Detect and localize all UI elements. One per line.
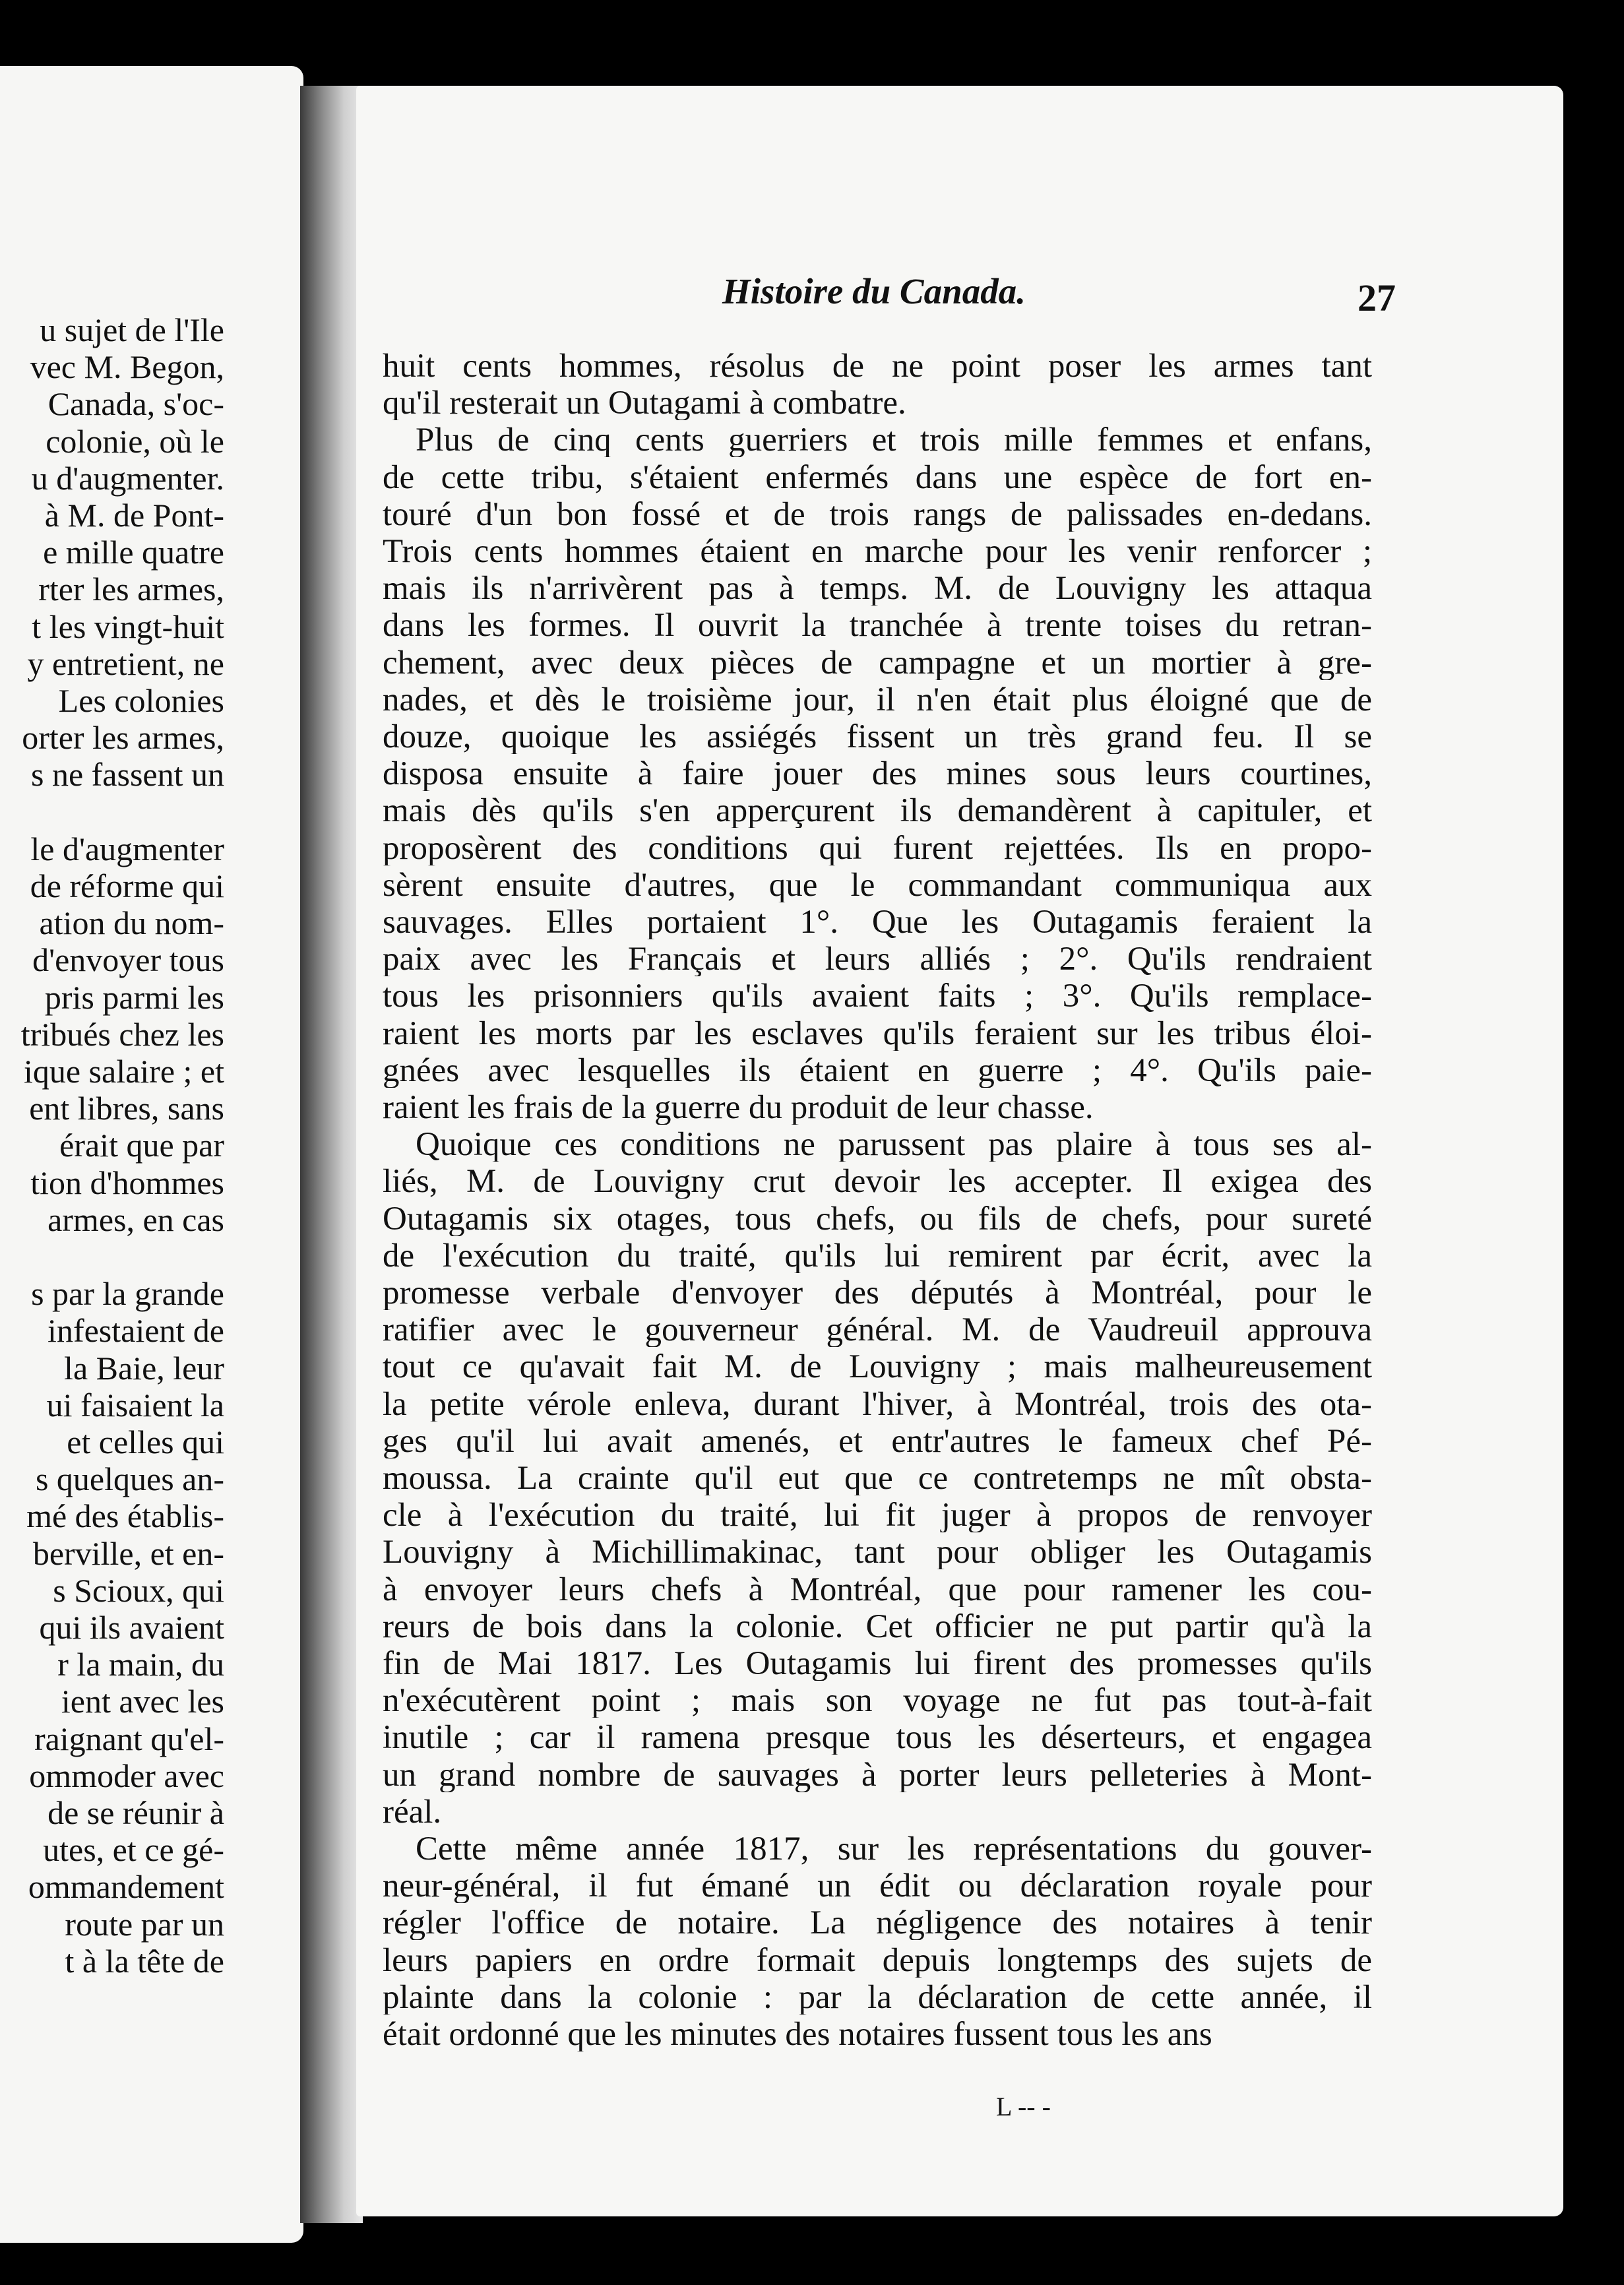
text-line: ratifier avec le gouverneur général. M. de Vaudreuil approuva (383, 1313, 1372, 1348)
previous-page-line: ique salaire ; et (23, 1053, 224, 1090)
text-line: Plus de cinq cents guerriers et trois mille femmes et enfans, (416, 423, 1372, 458)
text-line: chement, avec deux pièces de campagne et un mortier à gre- (383, 646, 1372, 680)
previous-page-line: de réforme qui (30, 867, 224, 904)
previous-page-line: à M. de Pont- (44, 497, 224, 534)
previous-page-line: ation du nom- (39, 904, 224, 942)
text-line: fin de Mai 1817. Les Outagamis lui firent des promesses qu'ils (383, 1647, 1372, 1681)
previous-page-line: Canada, s'oc- (47, 385, 224, 423)
previous-page-line: Les colonies (58, 682, 224, 719)
previous-page-line: raignant qu'el- (34, 1720, 224, 1757)
previous-page-line: t à la tête de (65, 1942, 224, 1980)
page-number: 27 (1358, 276, 1396, 319)
previous-page-line: utes, et ce gé- (43, 1831, 224, 1869)
text-line: de l'exécution du traité, qu'ils lui remirent par écrit, avec la (383, 1239, 1372, 1273)
previous-page-line: infestaient de (47, 1312, 224, 1350)
previous-page-line: et celles qui (67, 1424, 224, 1460)
text-line: de cette tribu, s'étaient enfermés dans une espèce de fort en- (383, 460, 1372, 495)
text-line: reurs de bois dans la colonie. Cet officier ne put partir qu'à la (383, 1610, 1372, 1644)
previous-page-line: r la main, du (57, 1646, 224, 1683)
text-line: liés, M. de Louvigny crut devoir les accepter. Il exigea des (383, 1165, 1372, 1199)
footer-mark: L -- - (996, 2092, 1051, 2121)
previous-page-line: pris parmi les (44, 978, 224, 1016)
text-line: un grand nombre de sauvages à porter leurs pelleteries à Mont- (383, 1758, 1372, 1792)
previous-page-line: u d'augmenter. (31, 459, 224, 497)
text-line: mais ils n'arrivèrent pas à temps. M. de Louvigny les attaqua (383, 572, 1372, 606)
text-line: raient les frais de la guerre du produit de leur chasse. (383, 1091, 1094, 1125)
text-line: à envoyer leurs chefs à Montréal, que pour ramener les cou- (383, 1573, 1372, 1607)
text-line: raient les morts par les esclaves qu'ils feraient sur les tribus éloi- (383, 1017, 1372, 1051)
running-head: Histoire du Canada. (722, 271, 1026, 311)
text-line: Outagamis six otages, tous chefs, ou fils de chefs, pour sureté (383, 1202, 1372, 1236)
previous-page-line: e mille quatre (43, 534, 224, 571)
text-line: ges qu'il lui avait amenés, et entr'autres le fameux chef Pé- (383, 1424, 1372, 1458)
text-line: gnées avec lesquelles ils étaient en guerre ; 4°. Qu'ils paie- (383, 1053, 1372, 1088)
text-line: proposèrent des conditions qui furent rejettées. Ils en propo- (383, 831, 1372, 865)
text-line: neur-général, il fut émané un édit ou déclaration royale pour (383, 1869, 1372, 1904)
text-line: la petite vérole enleva, durant l'hiver, à Montréal, trois des ota- (383, 1387, 1372, 1422)
previous-page-line: y entretient, ne (27, 644, 224, 682)
text-line: nades, et dès le troisième jour, il n'en était plus éloigné que de (383, 683, 1372, 717)
previous-page-line: érait que par (59, 1127, 224, 1164)
text-line: touré d'un bon fossé et de trois rangs de palissades en-dedans. (383, 497, 1372, 532)
text-line: paix avec les Français et leurs alliés ; 2°. Qu'ils rendraient (383, 943, 1372, 977)
previous-page-line: mé des établis- (26, 1497, 224, 1535)
text-line: moussa. La crainte qu'il eut que ce contretemps ne mît obsta- (383, 1462, 1372, 1495)
book-gutter-shadow (300, 86, 363, 2223)
previous-page-line: t les vingt-huit (32, 608, 224, 645)
previous-page-line: de se réunir à (47, 1794, 224, 1831)
text-line: disposa ensuite à faire jouer des mines sous leurs courtines, (383, 757, 1372, 792)
text-line: douze, quoique les assiégés fissent un très grand feu. Il se (383, 720, 1372, 754)
previous-page-line: d'envoyer tous (32, 941, 224, 979)
previous-page-line: colonie, où le (46, 422, 224, 460)
text-line: Cette même année 1817, sur les représentations du gouver- (416, 1832, 1372, 1866)
text-line: tout ce qu'avait fait M. de Louvigny ; mais malheureusement (383, 1350, 1372, 1385)
text-line: sauvages. Elles portaient 1°. Que les Outagamis feraient la (383, 906, 1372, 939)
previous-page (0, 66, 303, 2243)
text-line: qu'il resterait un Outagami à combatre. (383, 387, 906, 421)
text-line: réal. (383, 1795, 442, 1829)
text-line: promesse verbale d'envoyer des députés à Montréal, pour le (383, 1276, 1372, 1310)
text-line: Louvigny à Michillimakinac, tant pour obliger les Outagamis (383, 1536, 1372, 1570)
text-line: cle à l'exécution du traité, lui fit juger à propos de renvoyer (383, 1499, 1372, 1533)
previous-page-line: berville, et en- (32, 1534, 224, 1572)
previous-page-line: s Scioux, qui (53, 1571, 224, 1609)
previous-page-line: ommandement (28, 1868, 224, 1906)
text-line: était ordonné que les minutes des notaires fussent tous les ans (383, 2018, 1212, 2051)
previous-page-line: armes, en cas (47, 1201, 224, 1238)
text-line: inutile ; car il ramena presque tous les déserteurs, et engagea (383, 1721, 1372, 1755)
text-line: dans les formes. Il ouvrit la tranchée à trente toises du retran- (383, 609, 1372, 643)
previous-page-line: orter les armes, (22, 719, 224, 757)
previous-page-line: rter les armes, (38, 571, 224, 608)
text-line: leurs papiers en ordre formait depuis longtemps des sujets de (383, 1943, 1372, 1978)
previous-page-line: s par la grande (31, 1275, 224, 1313)
previous-page-line: ient avec les (61, 1683, 224, 1720)
current-page (356, 86, 1563, 2216)
text-line: Trois cents hommes étaient en marche pour les venir renforcer ; (383, 535, 1372, 569)
previous-page-line: tribués chez les (20, 1015, 224, 1053)
previous-page-line: u sujet de l'Ile (40, 311, 224, 348)
text-line: sèrent ensuite d'autres, que le commandant communiqua aux (383, 868, 1372, 902)
text-line: huit cents hommes, résolus de ne point poser les armes tant (383, 350, 1372, 383)
previous-page-line: ent libres, sans (29, 1090, 224, 1127)
previous-page-line: ommoder avec (29, 1757, 224, 1794)
previous-page-line: route par un (65, 1905, 224, 1943)
previous-page-line: qui ils avaient (39, 1609, 224, 1646)
text-line: Quoique ces conditions ne parussent pas plaire à tous ses al- (416, 1128, 1372, 1162)
previous-page-line: ui faisaient la (46, 1386, 224, 1424)
previous-page-line: tion d'hommes (30, 1164, 224, 1201)
previous-page-line: s quelques an- (35, 1460, 224, 1498)
text-line: mais dès qu'ils s'en apperçurent ils demandèrent à capituler, et (383, 794, 1372, 829)
previous-page-line: le d'augmenter (30, 830, 224, 867)
text-line: tous les prisonniers qu'ils avaient faits ; 3°. Qu'ils remplace- (383, 980, 1372, 1014)
text-line: plainte dans la colonie : par la déclaration de cette année, il (383, 1980, 1372, 2015)
text-line: n'exécutèrent point ; mais son voyage ne fut pas tout-à-fait (383, 1684, 1372, 1718)
text-line: régler l'office de notaire. La négligence des notaires à tenir (383, 1906, 1372, 1941)
previous-page-line: la Baie, leur (64, 1349, 224, 1387)
previous-page-line: s ne fassent un (31, 756, 224, 794)
previous-page-line: vec M. Begon, (30, 348, 224, 386)
